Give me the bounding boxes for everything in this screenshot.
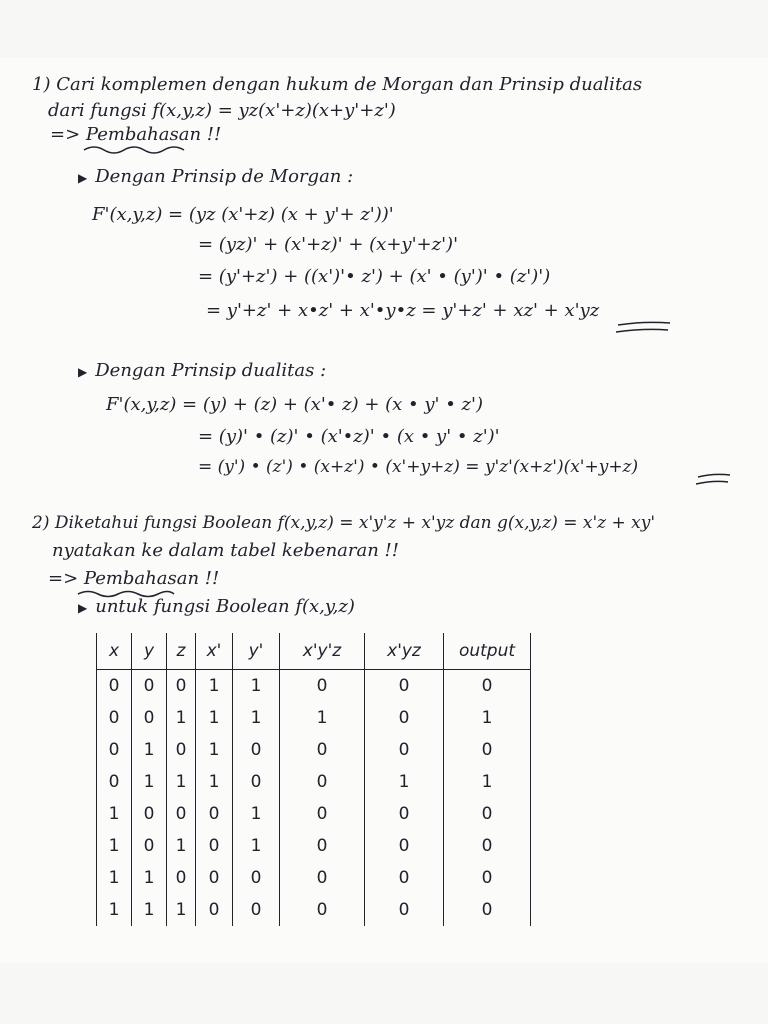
- problem2-subtitle: ▶ untuk fungsi Boolean f(x,y,z): [78, 596, 355, 619]
- table-row: [97, 894, 531, 926]
- table-cell: 1: [132, 894, 167, 926]
- double-underline-icon: [694, 472, 734, 488]
- double-underline-icon: [614, 320, 674, 336]
- header-y: y: [132, 633, 167, 670]
- table-row: [97, 702, 531, 734]
- table-cell: 0: [132, 670, 167, 703]
- table-cell: 0: [233, 734, 280, 766]
- table-cell: 0: [233, 766, 280, 798]
- table-cell: 1: [444, 702, 531, 734]
- table-cell: 1: [167, 830, 196, 862]
- table-cell: 0: [365, 670, 444, 703]
- table-cell: 1: [233, 830, 280, 862]
- table-cell: 1: [97, 862, 132, 894]
- table-cell: 0: [132, 830, 167, 862]
- header-x-prime: x': [196, 633, 233, 670]
- table-cell: 1: [444, 766, 531, 798]
- table-cell: 1: [233, 702, 280, 734]
- table-cell: 0: [365, 830, 444, 862]
- table-cell: 0: [97, 766, 132, 798]
- demorgan-step-4: = y'+z' + x•z' + x'•y•z = y'+z' + xz' + x'yz: [206, 300, 600, 321]
- table-cell: 0: [280, 766, 365, 798]
- problem1-pembahasan: => Pembahasan !!: [50, 124, 222, 145]
- table-cell: 1: [97, 798, 132, 830]
- table-row: [97, 862, 531, 894]
- table-cell: 0: [444, 894, 531, 926]
- problem2-line1: 2) Diketahui fungsi Boolean f(x,y,z) = x'y'z + x'yz dan g(x,y,z) = x'z + xy': [32, 513, 656, 533]
- table-cell: 0: [167, 798, 196, 830]
- table-cell: 0: [196, 830, 233, 862]
- problem2-line2: nyatakan ke dalam tabel kebenaran !!: [52, 540, 400, 561]
- table-cell: 0: [132, 702, 167, 734]
- table-cell: 0: [132, 798, 167, 830]
- table-cell: 1: [196, 702, 233, 734]
- table-cell: 0: [280, 798, 365, 830]
- table-cell: 1: [167, 702, 196, 734]
- table-cell: 1: [365, 766, 444, 798]
- header-xpyz: x'yz: [365, 633, 444, 670]
- curl-underline-icon: [82, 143, 187, 157]
- table-cell: 1: [97, 894, 132, 926]
- problem1-line2: dari fungsi f(x,y,z) = yz(x'+z)(x+y'+z'): [48, 100, 396, 121]
- table-cell: 0: [365, 734, 444, 766]
- table-cell: 0: [444, 670, 531, 703]
- problem1-line1: 1) Cari komplemen dengan hukum de Morgan dan Prinsip dualitas: [32, 74, 643, 95]
- table-cell: 1: [97, 830, 132, 862]
- table-cell: 0: [196, 798, 233, 830]
- demorgan-title: ▶ Dengan Prinsip de Morgan :: [78, 166, 353, 189]
- table-row: [97, 830, 531, 862]
- dual-title: ▶ Dengan Prinsip dualitas :: [78, 360, 326, 383]
- dual-step-3: = (y') • (z') • (x+z') • (x'+y+z) = y'z'(x+z')(x'+y+z): [198, 457, 639, 477]
- table-row: [97, 734, 531, 766]
- table-cell: 1: [233, 670, 280, 703]
- table-cell: 1: [167, 894, 196, 926]
- table-header-row: [97, 633, 531, 670]
- table-cell: 0: [233, 894, 280, 926]
- table-cell: 0: [280, 734, 365, 766]
- header-z: z: [167, 633, 196, 670]
- table-row: [97, 670, 531, 703]
- table-cell: 1: [132, 766, 167, 798]
- table-cell: 0: [280, 670, 365, 703]
- table-cell: 0: [444, 830, 531, 862]
- table-cell: 0: [365, 894, 444, 926]
- table-cell: 1: [196, 766, 233, 798]
- table-cell: 1: [132, 862, 167, 894]
- table-cell: 0: [167, 734, 196, 766]
- table-cell: 1: [167, 766, 196, 798]
- header-output: output: [444, 633, 531, 670]
- header-xpypz: x'y'z: [280, 633, 365, 670]
- table-cell: 0: [280, 862, 365, 894]
- header-x: x: [97, 633, 132, 670]
- table-cell: 0: [97, 702, 132, 734]
- table-cell: 0: [97, 670, 132, 703]
- demorgan-step-2: = (yz)' + (x'+z)' + (x+y'+z')': [198, 234, 459, 255]
- table-cell: 0: [444, 798, 531, 830]
- table-row: [97, 798, 531, 830]
- table-row: [97, 766, 531, 798]
- table-cell: 0: [365, 702, 444, 734]
- demorgan-step-3: = (y'+z') + ((x')'• z') + (x' • (y')' • (z')'): [198, 266, 551, 287]
- dual-step-2: = (y)' • (z)' • (x'•z)' • (x • y' • z')': [198, 426, 500, 447]
- table-cell: 0: [365, 798, 444, 830]
- table-cell: 0: [444, 862, 531, 894]
- table-cell: 0: [167, 670, 196, 703]
- header-y-prime: y': [233, 633, 280, 670]
- table-cell: 1: [196, 734, 233, 766]
- table-cell: 0: [97, 734, 132, 766]
- table-cell: 0: [233, 862, 280, 894]
- truth-table: [96, 633, 531, 926]
- table-cell: 0: [365, 862, 444, 894]
- table-cell: 1: [196, 670, 233, 703]
- demorgan-step-1: F'(x,y,z) = (yz (x'+z) (x + y'+ z'))': [92, 204, 394, 225]
- table-cell: 1: [280, 702, 365, 734]
- problem2-pembahasan: => Pembahasan !!: [48, 568, 220, 589]
- table-cell: 1: [233, 798, 280, 830]
- dual-step-1: F'(x,y,z) = (y) + (z) + (x'• z) + (x • y' • z'): [106, 394, 484, 415]
- table-cell: 0: [196, 894, 233, 926]
- table-cell: 0: [444, 734, 531, 766]
- table-cell: 0: [280, 830, 365, 862]
- table-cell: 1: [132, 734, 167, 766]
- table-cell: 0: [167, 862, 196, 894]
- table-cell: 0: [280, 894, 365, 926]
- table-cell: 0: [196, 862, 233, 894]
